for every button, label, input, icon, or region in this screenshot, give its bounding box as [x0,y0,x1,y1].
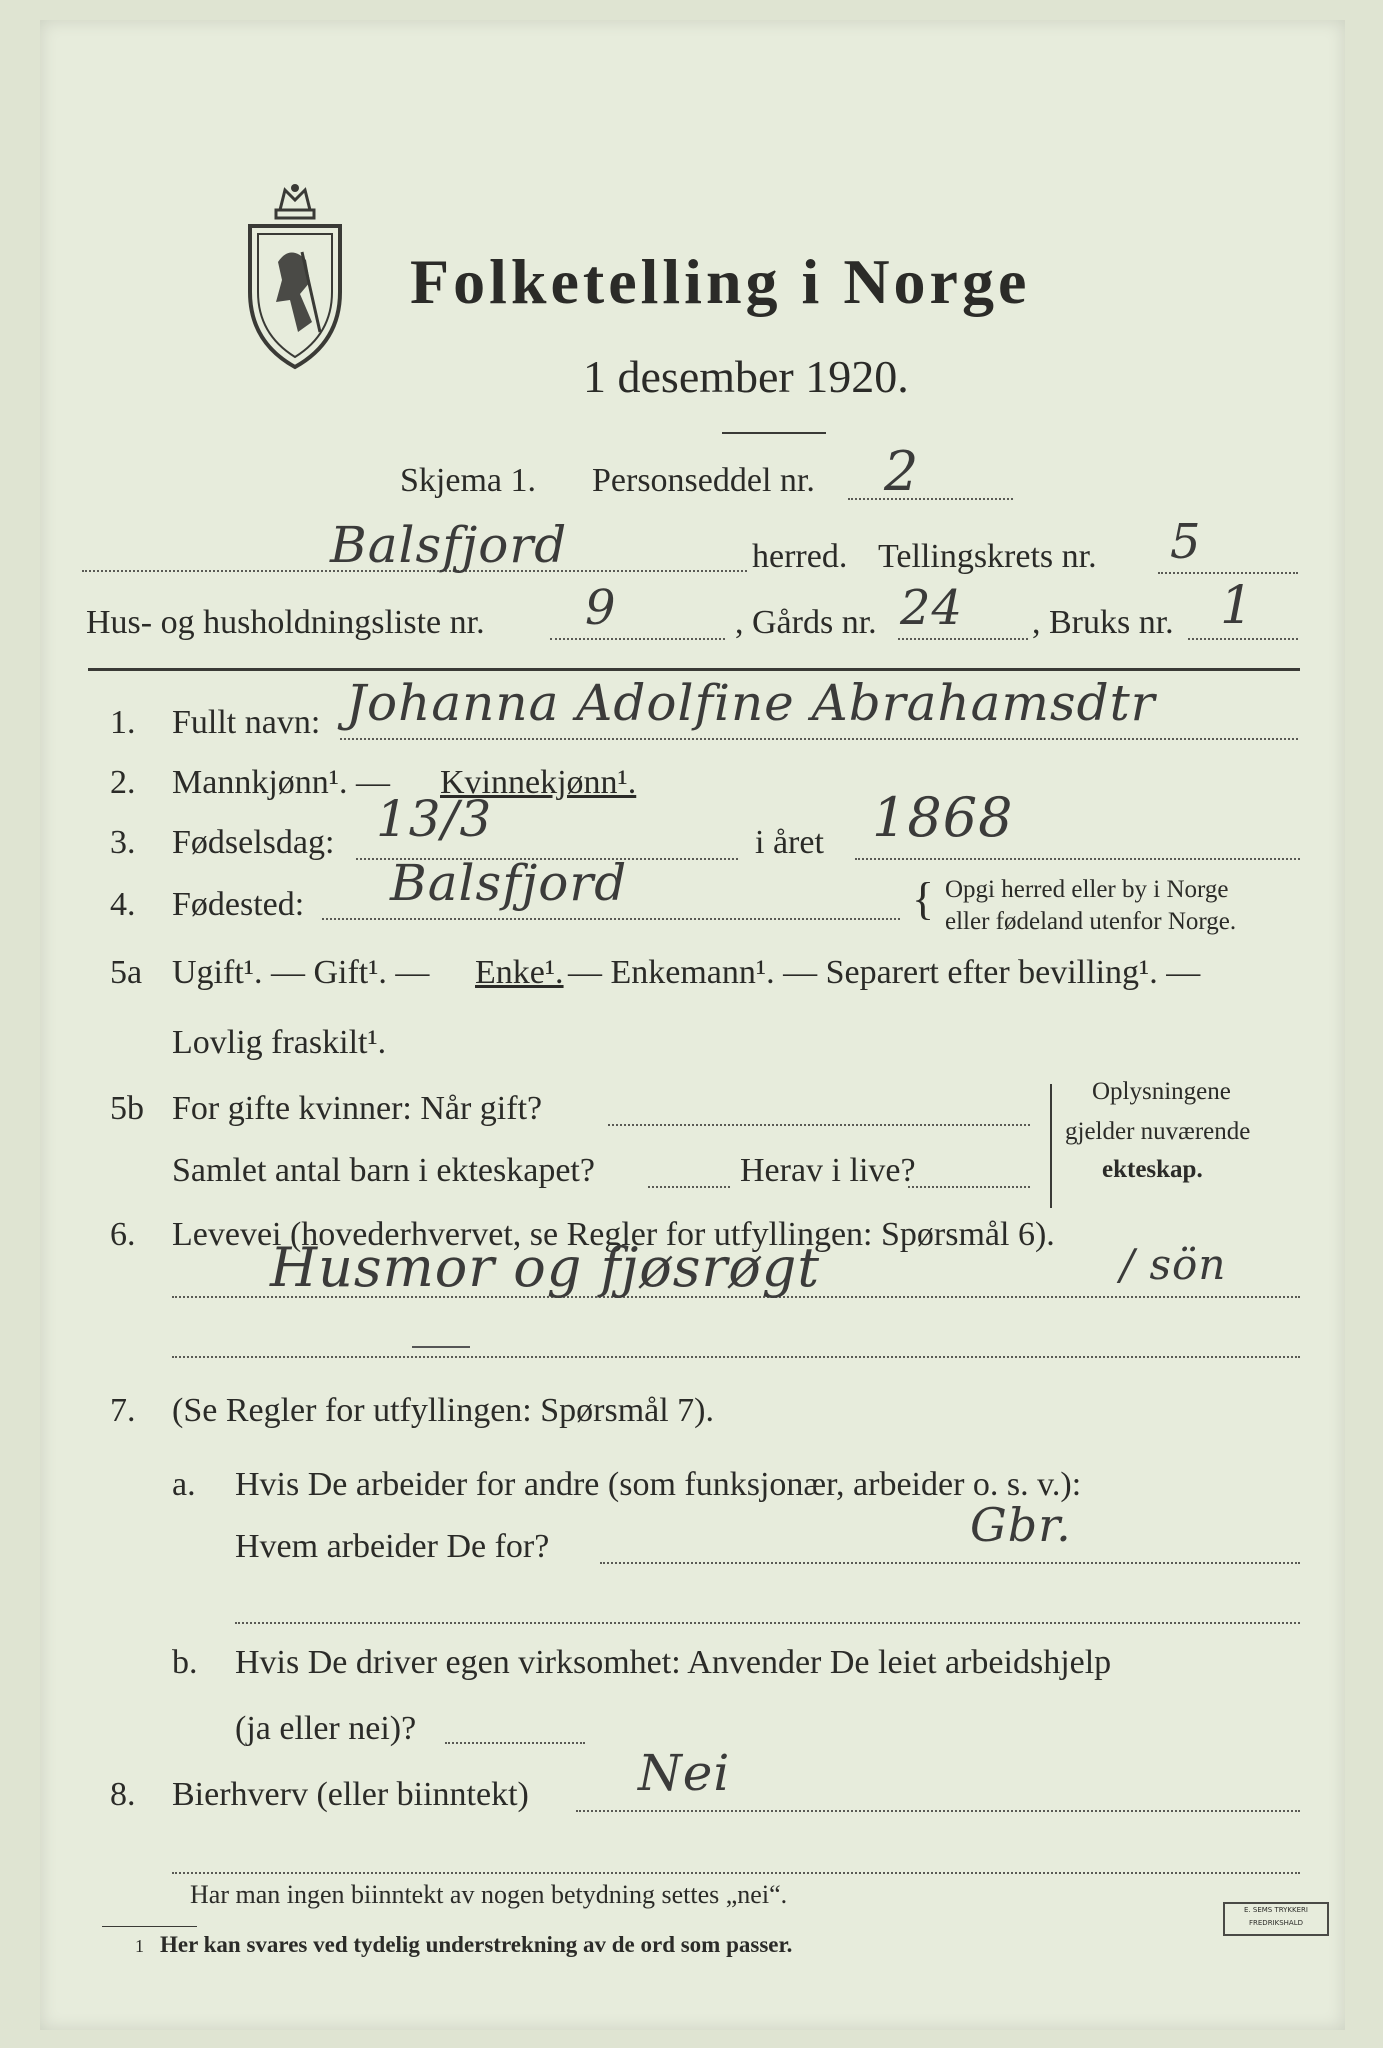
footnote-text: Her kan svares ved tydelig understrekning av de ord som passer. [160,1932,793,1957]
q4-value: Balsfjord [390,854,628,912]
q5b-note-2: gjelder nuværende [1065,1118,1251,1145]
q5a-text-2: — Enkemann¹. — Separert efter bevilling¹. — [568,954,1201,991]
q5b-note-3: ekteskap. [1102,1156,1203,1183]
husliste-value: 9 [585,580,617,636]
census-form [40,20,1345,2030]
coat-of-arms-icon [240,182,350,372]
q7a-label: Hvem arbeider De for? [235,1528,550,1565]
q5b-note-1: Oplysningene [1092,1078,1231,1105]
q3-label: Fødselsdag: [172,824,335,861]
q4-note-2: eller fødeland utenfor Norge. [945,908,1237,935]
title-divider [722,432,826,434]
q3-year-value: 1868 [872,786,1014,849]
q7b-number: b. [172,1644,198,1681]
q1-line [340,738,1298,740]
q5a-number: 5a [110,954,143,991]
form-subtitle: 1 desember 1920. [583,351,909,402]
husliste-label: Hus- og husholdningsliste nr. [86,604,485,641]
q3-date-value: 13/3 [376,790,493,848]
q5a-text-1: Ugift¹. — Gift¹. — [172,954,430,991]
q5b-label-1: For gifte kvinner: Når gift? [172,1090,543,1127]
q7-label: (Se Regler for utfyllingen: Spørsmål 7). [172,1392,715,1429]
q5a-text-3: Lovlig fraskilt¹. [172,1024,387,1061]
q7a-line-2 [235,1622,1300,1624]
personseddel-label: Personseddel nr. [592,462,815,499]
tellingskrets-label: Tellingskrets nr. [878,538,1097,575]
q7b-text: Hvis De driver egen virksomhet: Anvender De leiet arbeidshjelp [235,1644,1112,1681]
form-title: Folketelling i Norge [410,246,1031,317]
q6-number: 6. [110,1216,136,1253]
herred-value: Balsfjord [330,516,568,574]
q6-dash-mark [412,1346,470,1348]
schema-label: Skjema 1. [400,462,536,499]
q6-value: Husmor og fjøsrøgt [270,1236,821,1299]
q7a-line-1 [600,1562,1300,1564]
q6-value-extra: / sön [1120,1240,1227,1289]
q6-line-2 [172,1356,1300,1358]
herred-label: herred. [752,538,848,575]
q2-number: 2. [110,764,136,801]
q3-year-label: i året [755,824,824,861]
q5b-bracket [1050,1084,1052,1208]
q7b-label: (ja eller nei)? [235,1710,417,1747]
q5a-enke-underlined: Enke¹. [475,954,564,991]
q4-number: 4. [110,886,136,923]
q5b-children-line [648,1186,730,1188]
q4-line [322,918,900,920]
husliste-line [550,638,725,640]
bruks-line [1188,638,1298,640]
footnote-number: 1 [135,1936,144,1956]
tellingskrets-value: 5 [1170,514,1202,570]
gards-label: , Gårds nr. [735,604,877,641]
q8-line-1 [576,1810,1300,1812]
q1-label: Fullt navn: [172,704,321,741]
q8-label: Bierhverv (eller biinntekt) [172,1776,529,1813]
q4-label: Fødested: [172,886,305,923]
header-rule [88,668,1300,671]
q7a-text: Hvis De arbeider for andre (som funksjonær, arbeider o. s. v.): [235,1466,1082,1503]
q1-value: Johanna Adolfine Abrahamsdtr [346,674,1156,732]
q5b-number: 5b [110,1090,144,1127]
gards-value: 24 [900,580,964,636]
q6-label: Levevei (hovederhvervet, se Regler for utfyllingen: Spørsmål 6). [172,1216,1055,1253]
q8-line-2 [172,1872,1300,1874]
bruks-label: , Bruks nr. [1032,604,1174,641]
q1-number: 1. [110,704,136,741]
q2-male: Mannkjønn¹. — [172,764,390,801]
q7b-line [445,1742,585,1744]
personseddel-line [848,498,1013,500]
q5b-label-2: Samlet antal barn i ekteskapet? [172,1152,595,1189]
gards-line [898,638,1028,640]
q5b-alive-line [908,1186,1030,1188]
q4-brace: { [912,873,935,924]
q8-number: 8. [110,1776,136,1813]
footer-note: Har man ingen biinntekt av nogen betydning settes „nei“. [190,1880,788,1909]
footnote-rule [102,1926,197,1927]
q2-female-underlined: Kvinnekjønn¹. [440,764,637,801]
q7a-number: a. [172,1466,196,1503]
q5b-label-3: Herav i live? [740,1152,916,1189]
q7-number: 7. [110,1392,136,1429]
q8-value: Nei [638,1744,731,1802]
q4-note-1: Opgi herred eller by i Norge [945,876,1229,903]
personseddel-value: 2 [884,440,920,503]
q7a-value: Gbr. [970,1498,1072,1552]
q3-year-line [855,858,1300,860]
tellingskrets-line [1158,572,1298,574]
printer-stamp: E. SEMS TRYKKERI FREDRIKSHALD [1223,1902,1329,1936]
bruks-value: 1 [1220,576,1255,636]
q3-number: 3. [110,824,136,861]
q5b-married-line [608,1124,1030,1126]
